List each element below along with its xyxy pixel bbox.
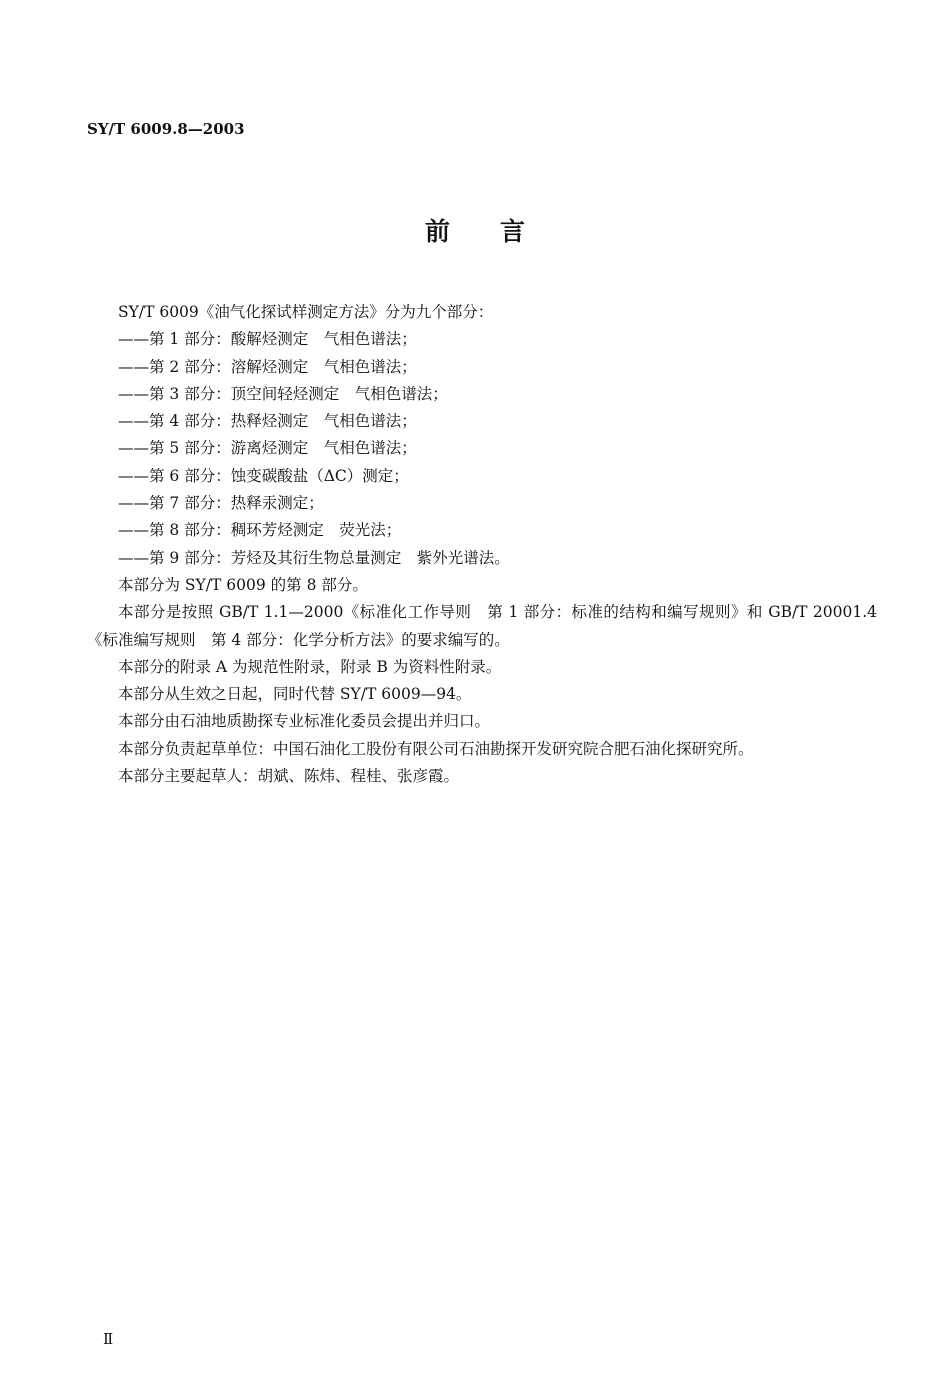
part-statement-paragraph: 本部分为 SY/T 6009 的第 8 部分。 bbox=[118, 575, 368, 594]
list-item-part-1: ——第 1 部分：酸解烃测定 气相色谱法； bbox=[118, 330, 417, 349]
page-title bbox=[0, 212, 950, 248]
drafting-basis-paragraph: 本部分是按照 GB/T 1.1—2000《标准化工作导则 第 1 部分：标准的结构和编写规则》和 GB/T 20001.4《标准编写规则 第 4 部分：化学分析方法》的要求编写的。 bbox=[87, 603, 877, 649]
list-item-part-5: ——第 5 部分：游离烃测定 气相色谱法； bbox=[118, 439, 417, 458]
drafting-unit-paragraph: 本部分负责起草单位：中国石油化工股份有限公司石油勘探开发研究院合肥石油化探研究所。 bbox=[118, 739, 754, 758]
foreword-body bbox=[87, 299, 877, 790]
title-char-1: 前 bbox=[424, 217, 450, 246]
page-number: Ⅱ bbox=[103, 1330, 114, 1348]
list-item-part-3: ——第 3 部分：顶空间轻烃测定 气相色谱法； bbox=[118, 384, 448, 403]
proposer-paragraph: 本部分由石油地质勘探专业标准化委员会提出并归口。 bbox=[118, 712, 491, 731]
list-item-part-2: ——第 2 部分：溶解烃测定 气相色谱法； bbox=[118, 357, 417, 376]
annex-paragraph: 本部分的附录 A 为规范性附录，附录 B 为资料性附录。 bbox=[118, 657, 502, 676]
replacement-paragraph: 本部分从生效之日起，同时代替 SY/T 6009—94。 bbox=[118, 685, 472, 704]
list-item-part-9: ——第 9 部分：芳烃及其衍生物总量测定 紫外光谱法。 bbox=[118, 548, 510, 567]
list-item-part-7: ——第 7 部分：热释汞测定； bbox=[118, 494, 324, 513]
intro-paragraph: SY/T 6009《油气化探试样测定方法》分为九个部分： bbox=[118, 303, 494, 321]
list-item-part-4: ——第 4 部分：热释烃测定 气相色谱法； bbox=[118, 412, 417, 431]
list-item-part-6: ——第 6 部分：蚀变碳酸盐（ΔC）测定； bbox=[118, 466, 409, 485]
standard-code: SY/T 6009.8—2003 bbox=[87, 120, 245, 138]
list-item-part-8: ——第 8 部分：稠环芳烃测定 荧光法； bbox=[118, 521, 402, 540]
drafters-paragraph: 本部分主要起草人：胡斌、陈炜、程桂、张彦霞。 bbox=[118, 767, 460, 786]
title-char-2: 言 bbox=[500, 217, 526, 246]
